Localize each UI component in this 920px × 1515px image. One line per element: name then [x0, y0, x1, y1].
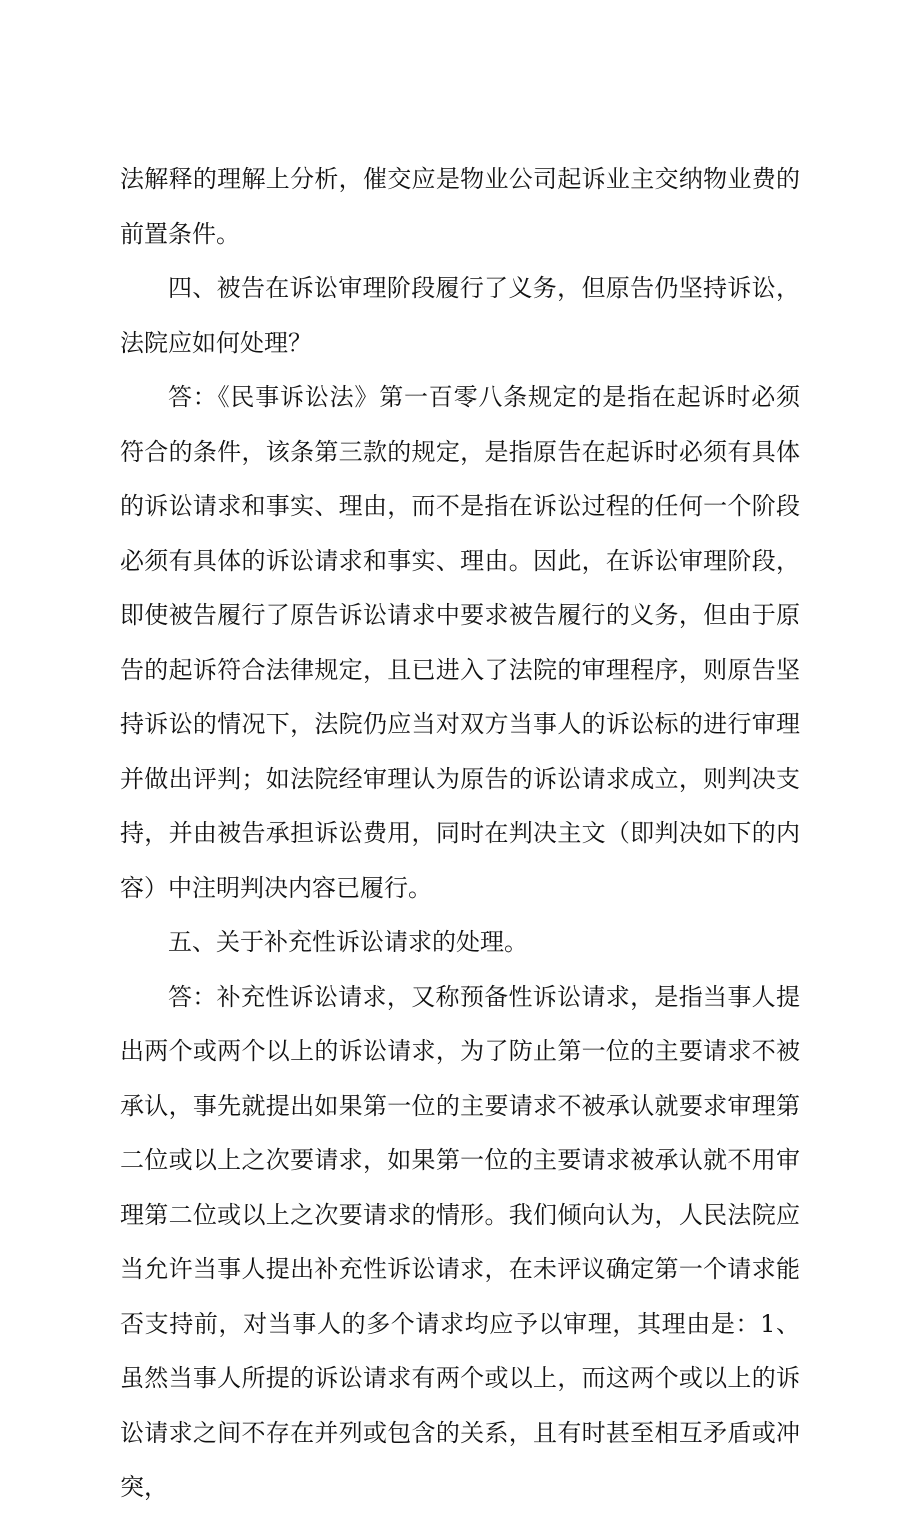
paragraph-continuation: 法解释的理解上分析，催交应是物业公司起诉业主交纳物业费的前置条件。: [120, 165, 800, 248]
question-heading-5: 五、关于补充性诉讼请求的处理。: [168, 928, 528, 956]
question-heading-4: 四、被告在诉讼审理阶段履行了义务，但原告仍坚持诉讼，法院应如何处理？: [120, 274, 800, 357]
answer-paragraph-5: 答：补充性诉讼请求，又称预备性诉讼请求，是指当事人提出两个或两个以上的诉讼请求，为了防止第一位的主要请求不被承认，事先就提出如果第一位的主要请求不被承认就要求审理第二位或以上之次要请求，如果第一位的主要请求被承认就不用审理第二位或以上之次要请求的情形。我们倾向认为，人民法院应当允许当事人提出补充性诉讼请求，在未评议确定第一个请求能否支持前，对当事人的多个请求均应予以审理，其理由是：1、虽然当事人所提的诉讼请求有两个或以上，而这两个或以上的诉讼请求之间不存在并列或包含的关系，且有时甚至相互矛盾或冲突，: [120, 982, 800, 1501]
answer-paragraph-4: 答：《民事诉讼法》第一百零八条规定的是指在起诉时必须符合的条件，该条第三款的规定，是指原告在起诉时必须有具体的诉讼请求和事实、理由，而不是指在诉讼过程的任何一个阶段必须有具体的诉讼请求和事实、理由。因此，在诉讼审理阶段，即使被告履行了原告诉讼请求中要求被告履行的义务，但由于原告的起诉符合法律规定，且已进入了法院的审理程序，则原告坚持诉讼的情况下，法院仍应当对双方当事人的诉讼标的进行审理并做出评判；如法院经审理认为原告的诉讼请求成立，则判决支持，并由被告承担诉讼费用，同时在判决主文（即判决如下的内容）中注明判决内容已履行。: [120, 383, 800, 902]
document-body: [120, 152, 800, 1515]
